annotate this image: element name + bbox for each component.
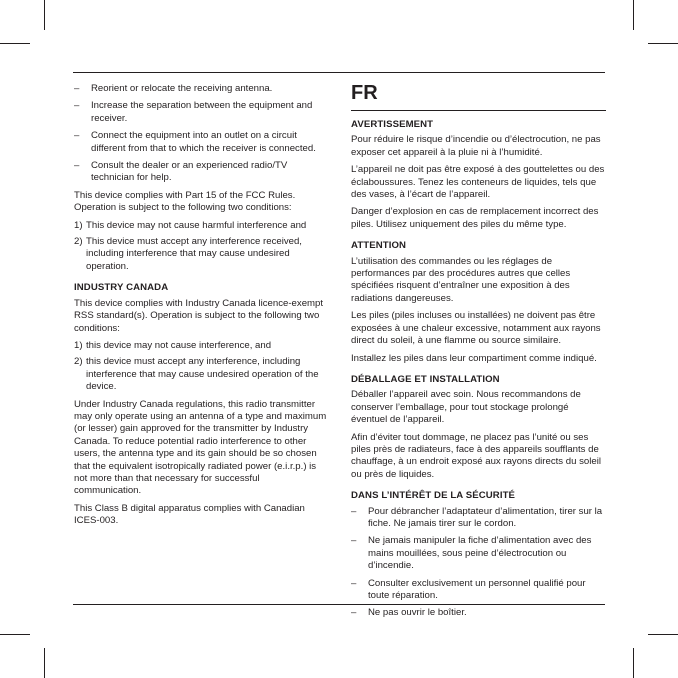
industry-canada-heading: INDUSTRY CANADA <box>74 282 169 294</box>
list-item: 1) this device may not cause interference, and <box>74 339 272 351</box>
crop-mark-top-right <box>633 0 634 30</box>
paragraph: Afin d’éviter tout dommage, ne placez pas l’unité ou ses piles près de radiateurs, face à des appareils soufflants de chauffage, à un endroit exposé aux rayons directs du soleil ou près de liquides. <box>351 431 601 480</box>
list-item: – Increase the separation between the equipment and receiver. <box>74 100 313 124</box>
paragraph: L’appareil ne doit pas être exposé à des gouttelettes ou des éclaboussures. Tenez les conteneurs de liquides, tels que des vases, à l’écart de l’appareil. <box>351 164 605 201</box>
list-item: 1) This device may not cause harmful interference and <box>74 219 307 231</box>
right-column <box>351 82 606 625</box>
safety-list <box>351 506 606 620</box>
ic-intro: This device complies with Industry Canada licence-exempt RSS standard(s). Operation is subject to the following two conditions: <box>74 297 324 334</box>
list-item: 2) this device must accept any interference, including interference that may cause undesired operation of the device. <box>74 356 319 393</box>
unpacking-heading: DÉBALLAGE ET INSTALLATION <box>351 373 500 385</box>
crop-mark-bottom-left-h <box>0 634 30 635</box>
left-column <box>74 83 329 533</box>
list-item: – Connect the equipment into an outlet on a circuit different from that to which the receiver is connected. <box>74 130 316 154</box>
crop-mark-bottom-left <box>44 648 45 678</box>
fcc-intro: This device complies with Part 15 of the FCC Rules. Operation is subject to the following two conditions: <box>74 189 296 214</box>
paragraph: Les piles (piles incluses ou installées) ne doivent pas être exposées à une chaleur excessive, notamment aux rayons direct du soleil, à une flamme ou source similaire. <box>351 310 601 347</box>
list-item: – Ne pas ouvrir le boîtier. <box>351 607 467 619</box>
list-item: – Ne jamais manipuler la fiche d’alimentation avec des mains mouillées, sous peine d’électrocution ou d’incendie. <box>351 535 592 572</box>
paragraph: Installez les piles dans leur compartiment comme indiqué. <box>351 352 597 364</box>
list-item: – Reorient or relocate the receiving antenna. <box>74 83 273 94</box>
paragraph: Déballer l’appareil avec soin. Nous recommandons de conserver l’emballage, pour tout stockage prolongé éventuel de l’appareil. <box>351 389 581 426</box>
caution-heading: ATTENTION <box>351 240 407 252</box>
crop-mark-top-left <box>44 0 45 30</box>
paragraph: Pour réduire le risque d’incendie ou d’électrocution, ne pas exposer cet appareil à la pluie ni à l’humidité. <box>351 134 601 158</box>
warning-heading: AVERTISSEMENT <box>351 119 434 130</box>
top-rule <box>73 72 605 73</box>
interference-steps-list <box>74 83 329 185</box>
paragraph: Danger d’explosion en cas de remplacement incorrect des piles. Utilisez uniquement des piles du même type. <box>351 206 599 230</box>
crop-mark-bottom-right <box>633 648 634 678</box>
crop-mark-top-left-h <box>0 43 30 44</box>
crop-mark-bottom-right-h <box>648 634 678 635</box>
crop-mark-top-right-h <box>648 43 678 44</box>
ic-regulations: Under Industry Canada regulations, this radio transmitter may only operate using an antenna of a type and maximum (or lesser) gain approved for the transmitter by Industry Canada. To reduce potential radio interference to other users, the antenna type and its gain should be so chosen that the equivalent isotropically radiated power (e.i.r.p.) is not more than that necessary for successful communication. <box>74 398 327 497</box>
list-item: – Consult the dealer or an experienced radio/TV technician for help. <box>74 160 288 184</box>
list-item: 2) This device must accept any interference received, including interference that may cause undesired operation. <box>74 236 302 272</box>
paragraph: L’utilisation des commandes ou les réglages de performances par des procédures autres que celles spécifiées risquent d’entraîner une exposition à des radiations dangereuses. <box>351 255 571 304</box>
language-heading: FR <box>351 82 378 104</box>
list-item: – Consulter exclusivement un personnel qualifié pour toute réparation. <box>351 577 586 601</box>
fcc-conditions-list <box>74 220 329 274</box>
list-item: – Pour débrancher l’adaptateur d’alimentation, tirer sur la fiche. Ne jamais tirer sur le cordon. <box>351 505 603 529</box>
safety-heading: DANS L’INTÉRÊT DE LA SÉCURITÉ <box>351 490 516 502</box>
ic-class-b: This Class B digital apparatus complies with Canadian ICES-003. <box>74 502 305 527</box>
language-rule <box>351 110 606 111</box>
ic-conditions-list <box>74 340 329 394</box>
